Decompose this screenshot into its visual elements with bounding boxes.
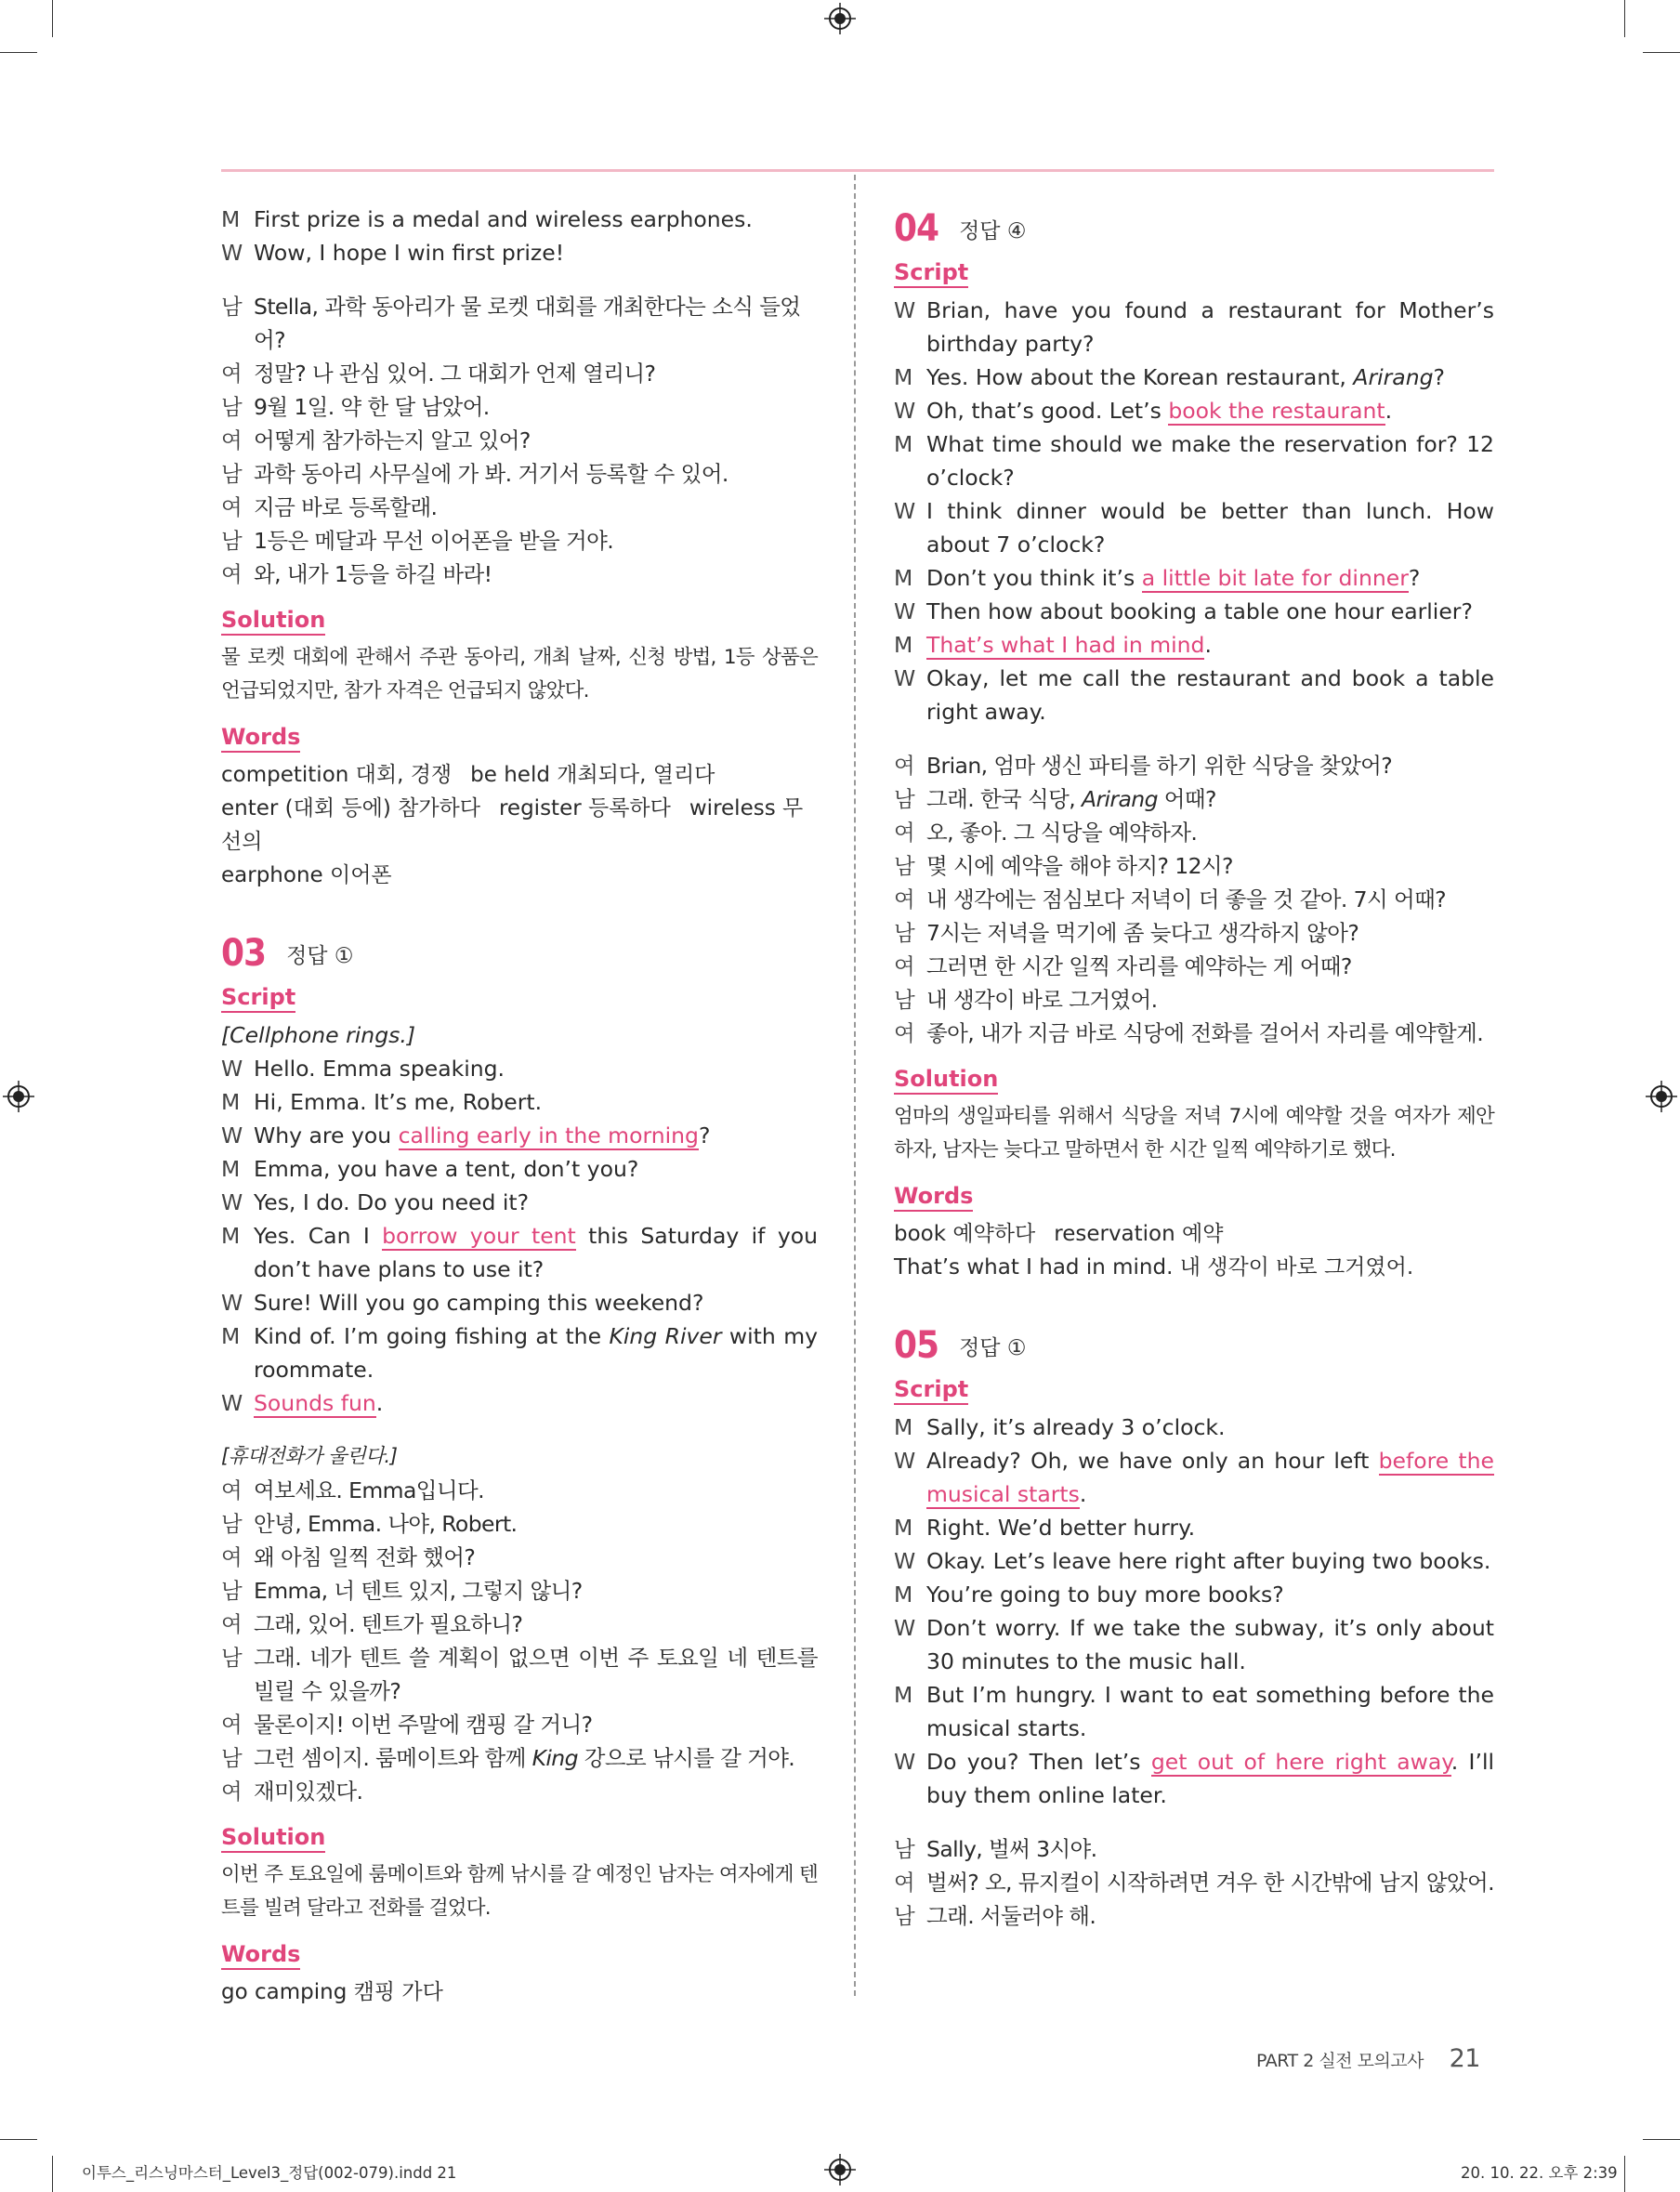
answer-key: 정답 ① [286, 943, 354, 968]
korean-line [221, 491, 818, 524]
line-text: You’re going to buy more books? [926, 1582, 1284, 1608]
line-text: Emma, 너 텐트 있지, 그렇지 않니? [254, 1578, 583, 1604]
script-label: Script [894, 1375, 968, 1405]
dialogue-line [894, 561, 1494, 595]
word-item: competition 대회, 경쟁 [221, 763, 453, 787]
page-number: 21 [1449, 2044, 1480, 2073]
question-number: 05 [894, 1324, 939, 1367]
dialogue-line [221, 1085, 818, 1119]
solution-text: 물 로켓 대회에 관해서 주관 동아리, 개최 날짜, 신청 방법, 1등 상품은 언급되었지만, 참가 자격은 언급되지 않았다. [221, 646, 818, 702]
speaker: 남 [221, 1511, 243, 1537]
line-text [926, 561, 1494, 595]
dialogue-line [894, 494, 1494, 561]
line-text: 와, 내가 1등을 하길 바라! [254, 561, 492, 587]
line-text-part: Yes. Can I [254, 1223, 383, 1249]
line-text: Then how about booking a table one hour earlier? [926, 598, 1473, 624]
answer-key: 정답 ④ [959, 218, 1027, 243]
line-text: 7시는 저녁을 먹기에 좀 늦다고 생각하지 않아? [926, 920, 1359, 946]
highlight-phrase: book the restaurant [1168, 398, 1385, 424]
speaker: 여 [894, 953, 915, 979]
line-text: I think dinner would be better than lunch. How about 7 o’clock? [926, 498, 1494, 558]
line-text: 9월 1일. 약 한 달 남았어. [254, 394, 490, 420]
speaker: W [894, 1749, 916, 1775]
dialogue-line [894, 1511, 1494, 1544]
dialogue-line [894, 361, 1494, 394]
speaker: W [221, 1290, 243, 1316]
korean-line [221, 1708, 818, 1741]
speaker: 여 [221, 1477, 243, 1503]
korean-line [894, 983, 1494, 1017]
dialogue-line [221, 1119, 818, 1152]
speaker: W [894, 398, 916, 424]
speaker: W [221, 1122, 243, 1149]
highlight-phrase: borrow your tent [382, 1223, 576, 1249]
speaker: 여 [221, 1544, 243, 1570]
question-header [894, 1319, 1494, 1372]
speaker: 남 [221, 461, 243, 487]
line-text: Don’t worry. If we take the subway, it’s only about 30 minutes to the music hall. [926, 1615, 1494, 1674]
speaker: 여 [221, 561, 243, 587]
speaker: 남 [894, 1903, 915, 1929]
speaker: M [894, 1414, 913, 1440]
line-text-part: ? [698, 1122, 711, 1149]
line-text [254, 1741, 818, 1775]
words-label: Words [221, 1940, 300, 1970]
speaker: M [894, 565, 913, 591]
crop-mark [1643, 2139, 1680, 2140]
line-text: 그래. 서둘러야 해. [926, 1903, 1096, 1929]
line-text: 몇 시에 예약을 해야 하지? 12시? [926, 853, 1233, 879]
speaker: W [894, 1615, 916, 1641]
crop-mark [52, 2156, 53, 2192]
line-text: Hi, Emma. It’s me, Robert. [254, 1089, 543, 1115]
question-number: 03 [221, 932, 267, 975]
crop-mark [0, 52, 37, 53]
line-text-part: Already? Oh, we have only an hour left [926, 1448, 1379, 1474]
speaker: 여 [221, 427, 243, 453]
speaker: M [221, 206, 241, 232]
dialogue-line [894, 1745, 1494, 1812]
korean-line [221, 424, 818, 457]
korean-line [221, 1775, 818, 1808]
script-label: Script [894, 258, 968, 288]
word-item: register 등록하다 [498, 796, 671, 820]
line-text: 오, 좋아. 그 식당을 예약하자. [926, 820, 1198, 846]
korean-line [221, 1507, 818, 1541]
words-label: Words [221, 723, 300, 753]
korean-line [894, 1899, 1494, 1933]
line-text: 재미있겠다. [254, 1779, 363, 1805]
line-text: 여보세요. Emma입니다. [254, 1477, 484, 1503]
speaker: M [894, 632, 913, 658]
speaker: M [894, 1682, 913, 1708]
line-text-part: with my roommate. [254, 1323, 818, 1383]
line-text-part: ? [1433, 364, 1445, 390]
speaker: 여 [221, 1712, 243, 1738]
word-item: reservation 예약 [1054, 1222, 1224, 1246]
korean-line [894, 883, 1494, 916]
speaker: W [894, 665, 916, 691]
answer-key: 정답 ① [959, 1335, 1027, 1360]
speaker: 여 [221, 361, 243, 387]
crop-mark [1624, 2156, 1625, 2192]
line-text: Sally, 벌써 3시야. [926, 1836, 1097, 1862]
korean-line [221, 1741, 818, 1775]
speaker: M [894, 431, 913, 457]
dialogue-line [221, 1286, 818, 1319]
line-text [254, 1386, 818, 1420]
korean-line [221, 390, 818, 424]
dialogue-line [221, 1386, 818, 1420]
italic-phrase: King [532, 1745, 578, 1771]
word-item: enter (대회 등에) 참가하다 [221, 796, 480, 820]
words-line [221, 792, 818, 859]
speaker: W [894, 1548, 916, 1574]
speaker: 남 [894, 853, 915, 879]
korean-line [894, 1832, 1494, 1866]
registration-mark-icon [3, 1081, 34, 1112]
crop-mark [1624, 0, 1625, 37]
footer-section: 실전 모의고사 [1319, 2051, 1424, 2071]
line-text [926, 782, 1494, 816]
solution-label: Solution [221, 606, 325, 636]
speaker: W [894, 598, 916, 624]
korean-line [894, 749, 1494, 782]
line-text [926, 1745, 1494, 1812]
dialogue-line [894, 1611, 1494, 1678]
speaker: 남 [894, 920, 915, 946]
korean-line [221, 1474, 818, 1507]
dialogue-line [894, 1678, 1494, 1745]
dialogue-line [894, 662, 1494, 728]
line-text: 정말? 나 관심 있어. 그 대회가 언제 열리니? [254, 361, 656, 387]
dialogue-line [894, 394, 1494, 427]
line-text-part: Kind of. I’m going fishing at the [254, 1323, 610, 1349]
speaker: 여 [221, 494, 243, 520]
speaker: M [221, 1323, 241, 1349]
speaker: 남 [894, 786, 915, 812]
question-header [894, 203, 1494, 255]
dialogue-line [894, 1544, 1494, 1578]
highlight-phrase: Sounds fun [254, 1390, 376, 1416]
dialogue-line [221, 1319, 818, 1386]
dialogue-line [221, 203, 818, 236]
korean-line [894, 816, 1494, 849]
top-rule [221, 169, 1494, 172]
dialogue-line [894, 294, 1494, 361]
line-text: Hello. Emma speaking. [254, 1056, 505, 1082]
dialogue-line [894, 1444, 1494, 1511]
line-text [254, 1219, 818, 1286]
speaker: 남 [221, 1745, 243, 1771]
speaker: 여 [221, 1779, 243, 1805]
speaker: 남 [221, 1578, 243, 1604]
speaker: M [894, 1582, 913, 1608]
line-text: 좋아, 내가 지금 바로 식당에 전화를 걸어서 자리를 예약할게. [926, 1020, 1484, 1046]
speaker: 여 [894, 886, 915, 912]
crop-mark [1643, 52, 1680, 53]
stage-direction: [Cellphone rings.] [221, 1022, 415, 1048]
line-text-part: Yes. How about the Korean restaurant, [926, 364, 1354, 390]
korean-line [894, 1866, 1494, 1899]
korean-line [221, 457, 818, 491]
line-text-part: Oh, that’s good. Let’s [926, 398, 1169, 424]
dialogue-line [221, 1052, 818, 1085]
line-text [926, 361, 1494, 394]
speaker: M [221, 1089, 241, 1115]
solution-text: 엄마의 생일파티를 위해서 식당을 저녁 7시에 예약할 것을 여자가 제안하자, 남자는 늦다고 말하면서 한 시간 일찍 예약하기로 했다. [894, 1105, 1494, 1162]
speaker: 여 [894, 1870, 915, 1896]
korean-line [221, 558, 818, 591]
speaker: M [221, 1223, 241, 1249]
line-text: 내 생각이 바로 그거였어. [926, 987, 1158, 1013]
line-text: 그래. 네가 텐트 쓸 계획이 없으면 이번 주 토요일 네 텐트를 빌릴 수 있을까? [254, 1645, 818, 1704]
crop-mark [52, 0, 53, 37]
speaker: M [221, 1156, 241, 1182]
speaker: W [894, 297, 916, 323]
speaker: 남 [221, 1645, 243, 1671]
korean-line [221, 1608, 818, 1641]
line-text [926, 628, 1494, 662]
line-text: But I’m hungry. I want to eat something before the musical starts. [926, 1682, 1494, 1741]
line-text-part: . [1385, 398, 1393, 424]
word-item: That’s what I had in mind. 내 생각이 바로 그거였어. [894, 1255, 1414, 1280]
speaker: W [221, 1189, 243, 1215]
line-text: Okay, let me call the restaurant and book a table right away. [926, 665, 1494, 725]
line-text: Wow, I hope I win first prize! [254, 240, 565, 266]
korean-line [894, 1017, 1494, 1050]
word-item: be held 개최되다, 열리다 [470, 763, 715, 787]
speaker: 여 [894, 753, 915, 779]
line-text: Okay. Let’s leave here right after buying two books. [926, 1548, 1491, 1574]
line-text [926, 1444, 1494, 1511]
line-text: 그래, 있어. 텐트가 필요하니? [254, 1611, 523, 1637]
line-text: Yes, I do. Do you need it? [254, 1189, 530, 1215]
speaker: 남 [894, 987, 915, 1013]
speaker: 남 [894, 1836, 915, 1862]
dialogue-line [894, 628, 1494, 662]
line-text-part: . [375, 1390, 384, 1416]
line-text-part: 그래. 한국 식당, [926, 786, 1082, 812]
line-text: Sure! Will you go camping this weekend? [254, 1290, 704, 1316]
line-text: What time should we make the reservation for? 12 o’clock? [926, 431, 1494, 491]
line-text-part: . [1204, 632, 1212, 658]
highlight-phrase: get out of here right away [1150, 1749, 1451, 1775]
korean-line [221, 357, 818, 390]
line-text-part: Why are you [254, 1122, 399, 1149]
stage-direction-korean: [휴대전화가 울린다.] [221, 1445, 398, 1468]
line-text [254, 1119, 818, 1152]
words-label: Words [894, 1182, 973, 1212]
line-text: Sally, it’s already 3 o’clock. [926, 1414, 1226, 1440]
line-text: Stella, 과학 동아리가 물 로켓 대회를 개최한다는 소식 들었어? [254, 294, 801, 353]
registration-mark-icon [824, 3, 856, 34]
line-text-part: . [1079, 1481, 1087, 1507]
dialogue-line [221, 1152, 818, 1186]
line-text-part: . I’ll buy them online later. [926, 1749, 1495, 1808]
korean-line [894, 916, 1494, 950]
footer-part: PART 2 [1256, 2051, 1314, 2071]
print-slug-file: 이투스_리스닝마스터_Level3_정답(002-079).indd 21 [82, 2164, 457, 2182]
column-divider [854, 175, 856, 1996]
dialogue-line [894, 1578, 1494, 1611]
speaker: 여 [894, 820, 915, 846]
italic-phrase: Arirang [1081, 786, 1158, 812]
solution-label: Solution [894, 1065, 998, 1095]
speaker: M [894, 364, 913, 390]
line-text-part: Don’t you think it’s [926, 565, 1142, 591]
words-line [894, 1251, 1494, 1284]
korean-line [894, 950, 1494, 983]
dialogue-line [221, 1186, 818, 1219]
speaker: W [221, 240, 243, 266]
line-text: 내 생각에는 점심보다 저녁이 더 좋을 것 같아. 7시 어때? [926, 886, 1447, 912]
speaker: W [221, 1390, 243, 1416]
line-text: Emma, you have a tent, don’t you? [254, 1156, 639, 1182]
speaker: W [894, 498, 916, 524]
left-column [221, 203, 818, 2009]
solution-text: 이번 주 토요일에 룸메이트와 함께 낚시를 갈 예정인 남자는 여자에게 텐트를 빌려 달라고 전화를 걸었다. [221, 1863, 818, 1920]
highlight-phrase: That’s what I had in mind [926, 632, 1205, 658]
speaker: 여 [221, 1611, 243, 1637]
dialogue-line [894, 1411, 1494, 1444]
highlight-phrase: a little bit late for dinner [1141, 565, 1409, 591]
line-text: Right. We’d better hurry. [926, 1515, 1196, 1541]
crop-mark [0, 2139, 37, 2140]
korean-line [221, 290, 818, 357]
line-text [254, 1319, 818, 1386]
line-text-part: 그런 셈이지. 룸메이트와 함께 [254, 1745, 532, 1771]
speaker: M [894, 1515, 913, 1541]
page-footer [1256, 2044, 1480, 2073]
dialogue-line [221, 236, 818, 269]
line-text-part: this Saturday if you don’t have plans to use it? [254, 1223, 818, 1282]
korean-line [221, 1574, 818, 1608]
line-text-part: 강으로 낚시를 갈 거야. [577, 1745, 795, 1771]
highlight-phrase: calling early in the morning [398, 1122, 699, 1149]
italic-phrase: Arirang [1353, 364, 1434, 390]
line-text: First prize is a medal and wireless earphones. [254, 206, 753, 232]
speaker: 남 [221, 394, 243, 420]
line-text: 지금 바로 등록할래. [254, 494, 438, 520]
dialogue-line [894, 595, 1494, 628]
question-number: 04 [894, 207, 939, 250]
solution-label: Solution [221, 1823, 325, 1853]
speaker: 여 [894, 1020, 915, 1046]
line-text-part: ? [1408, 565, 1421, 591]
speaker: W [894, 1448, 916, 1474]
korean-line [221, 1541, 818, 1574]
line-text: 안녕, Emma. 나야, Robert. [254, 1511, 518, 1537]
registration-mark-icon [1646, 1081, 1677, 1112]
line-text [926, 394, 1494, 427]
registration-mark-icon [824, 2154, 856, 2185]
print-slug-date: 20. 10. 22. 오후 2:39 [1461, 2164, 1618, 2182]
line-text: Brian, 엄마 생신 파티를 하기 위한 식당을 찾았어? [926, 753, 1393, 779]
word-item: wireless 무선의 [221, 796, 804, 854]
line-text: 과학 동아리 사무실에 가 봐. 거기서 등록할 수 있어. [254, 461, 728, 487]
italic-phrase: King River [609, 1323, 722, 1349]
words-line [894, 1217, 1494, 1251]
words-line [221, 859, 818, 892]
speaker: W [221, 1056, 243, 1082]
words-line [221, 758, 818, 792]
dialogue-line [221, 1219, 818, 1286]
line-text: Brian, have you found a restaurant for Mother’s birthday party? [926, 297, 1494, 357]
highlight-phrase: before the musical starts [926, 1448, 1494, 1507]
word-item: earphone 이어폰 [221, 863, 392, 887]
script-label: Script [221, 983, 295, 1013]
line-text: 그러면 한 시간 일찍 자리를 예약하는 게 어때? [926, 953, 1352, 979]
line-text: 물론이지! 이번 주말에 캠핑 갈 거니? [254, 1712, 593, 1738]
right-column [894, 203, 1494, 1933]
words-line: go camping 캠핑 가다 [221, 1980, 443, 2004]
line-text: 1등은 메달과 무선 이어폰을 받을 거야. [254, 528, 614, 554]
line-text-part: 어때? [1157, 786, 1216, 812]
line-text: 벌써? 오, 뮤지컬이 시작하려면 겨우 한 시간밖에 남지 않았어. [926, 1870, 1494, 1896]
line-text: 왜 아침 일찍 전화 했어? [254, 1544, 476, 1570]
line-text-part: Do you? Then let’s [926, 1749, 1151, 1775]
korean-line [221, 1641, 818, 1708]
line-text: 어떻게 참가하는지 알고 있어? [254, 427, 531, 453]
korean-line [894, 782, 1494, 816]
dialogue-line [894, 427, 1494, 494]
question-header [221, 927, 818, 979]
word-item: book 예약하다 [894, 1222, 1036, 1246]
speaker: 남 [221, 528, 243, 554]
korean-line [894, 849, 1494, 883]
korean-line [221, 524, 818, 558]
speaker: 남 [221, 294, 243, 320]
